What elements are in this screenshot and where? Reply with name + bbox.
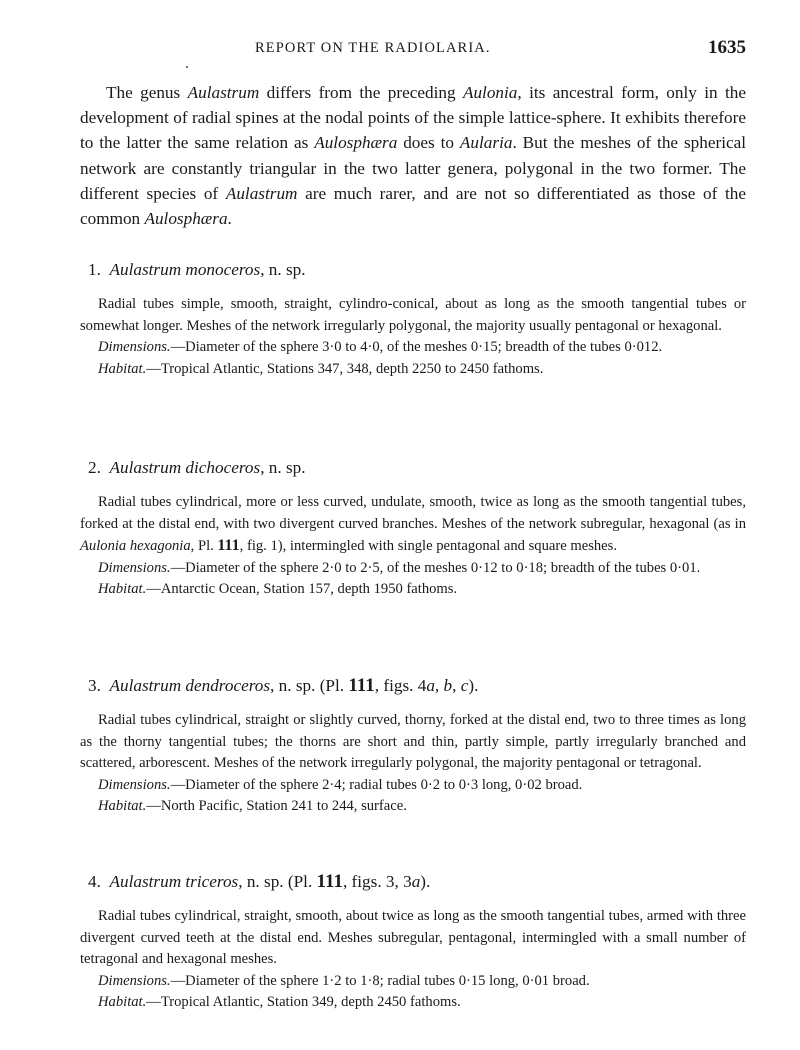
dimensions-label: Dimensions. [98, 776, 171, 793]
species-suffix: , n. sp. (Pl. [270, 676, 349, 695]
species-habitat [80, 992, 746, 1014]
dimensions-label: Dimensions. [98, 559, 171, 576]
figure-separator: , [434, 676, 444, 695]
species-entry-2 [80, 456, 746, 601]
species-description: Radial tubes cylindrical, straight, smooth, about twice as long as the smooth tangential tubes, armed with three divergent curved teeth at the distal end. Meshes subregular, pentagonal, intermingled with a small number of tetragonal and hexagonal meshes. [80, 908, 746, 968]
habitat-text: —Antarctic Ocean, Station 157, depth 1950 fathoms. [146, 581, 458, 598]
description-text-3: , fig. 1), intermingled with single pentagonal and square meshes. [239, 538, 617, 555]
plate-number: 111 [348, 675, 375, 696]
habitat-text: —Tropical Atlantic, Stations 347, 348, depth 2250 to 2450 fathoms. [146, 360, 544, 377]
genus-name: Aulonia [462, 83, 518, 102]
species-heading [80, 674, 746, 698]
intro-text-4: does to [397, 133, 460, 153]
genus-name: Aulastrum [187, 83, 260, 102]
figure-separator: , [452, 676, 461, 695]
habitat-text: —North Pacific, Station 241 to 244, surface. [146, 798, 407, 815]
genus-name: Aularia [459, 133, 513, 153]
habitat-label: Habitat. [98, 360, 147, 377]
figure-refs-end: ). [420, 872, 431, 891]
dimensions-label: Dimensions. [98, 339, 171, 356]
figure-refs-end: ). [468, 676, 479, 695]
figure-letter: c [460, 676, 469, 695]
species-description: Radial tubes cylindrical, straight or slightly curved, thorny, forked at the distal end, two to three times as long as the thorny tangential tubes; the thorns are short and thin, partly simple, partly irregularly branched and scattered, arborescent. Meshes of the network irregularly polygonal, the majority pentagonal or tetragonal. [80, 712, 746, 772]
species-name: Aulastrum dichoceros [109, 458, 261, 477]
figure-refs: , figs. 4 [374, 676, 427, 695]
habitat-label: Habitat. [98, 798, 147, 815]
figure-letter: a [426, 676, 435, 695]
species-habitat [80, 579, 746, 601]
plate-number: 111 [217, 537, 240, 555]
genus-name: Aulosphæra [314, 133, 398, 153]
intro-paragraph [80, 80, 746, 231]
species-suffix: , n. sp. [260, 458, 306, 477]
running-header [80, 38, 746, 60]
description-text-1: Radial tubes cylindrical, more or less curved, undulate, smooth, twice as long as the smooth tangential tubes, forked at the distal end, with two divergent curved branches. Meshes of the network subregular, hexagonal (as in [80, 494, 746, 532]
print-speck [186, 66, 188, 68]
description-text-2: , Pl. [190, 538, 218, 555]
intro-text-5: . But the meshes of the spherical network are constantly triangular in the two latter genera, polygonal in the two former. The different species of [80, 133, 747, 203]
species-entry-3 [80, 674, 746, 818]
species-dimensions [80, 775, 746, 797]
intro-text [80, 80, 746, 231]
page-number: 1635 [708, 37, 746, 58]
figure-letter: a [411, 872, 421, 891]
species-number: 2. [88, 458, 101, 477]
genus-name: Aulosphæra [144, 209, 228, 229]
species-dimensions [80, 971, 746, 993]
dimensions-text: —Diameter of the sphere 1·2 to 1·8; radial tubes 0·15 long, 0·01 broad. [170, 972, 590, 989]
intro-text-2: differs from the preceding [259, 83, 463, 102]
intro-text-3: , its ancestral form, only in the development of radial spines at the nodal points of the simple lattice-sphere. It exhibits therefore to the latter the same relation as [80, 83, 747, 153]
species-number: 3. [88, 676, 101, 695]
species-description [80, 492, 746, 558]
species-name: Aulastrum triceros [109, 872, 239, 891]
species-name: Aulastrum dendroceros [109, 676, 271, 695]
habitat-label: Habitat. [98, 994, 147, 1011]
intro-text-7: . [227, 209, 232, 229]
species-suffix: , n. sp. (Pl. [238, 872, 317, 891]
habitat-text: —Tropical Atlantic, Station 349, depth 2450 fathoms. [146, 994, 461, 1011]
species-number: 4. [88, 872, 101, 891]
species-suffix: , n. sp. [260, 260, 306, 279]
dimensions-label: Dimensions. [98, 972, 171, 989]
dimensions-text: —Diameter of the sphere 2·4; radial tubes 0·2 to 0·3 long, 0·02 broad. [170, 776, 583, 793]
species-heading [80, 456, 746, 480]
plate-number: 111 [316, 871, 343, 892]
intro-text-1: The genus [106, 83, 188, 102]
species-dimensions [80, 337, 746, 359]
species-heading [80, 870, 746, 894]
figure-letter: b [443, 676, 453, 695]
habitat-label: Habitat. [98, 581, 147, 598]
dimensions-text: —Diameter of the sphere 3·0 to 4·0, of the meshes 0·15; breadth of the tubes 0·012. [170, 339, 663, 356]
species-habitat [80, 796, 746, 818]
species-description: Radial tubes simple, smooth, straight, cylindro-conical, about as long as the smooth tangential tubes or somewhat longer. Meshes of the network irregularly polygonal, the majority usually pentagonal or hexagonal. [80, 296, 746, 334]
species-dimensions [80, 558, 746, 580]
species-name: Aulastrum monoceros [109, 260, 261, 279]
species-entry-4 [80, 870, 746, 1014]
running-title: REPORT ON THE RADIOLARIA. [255, 40, 491, 56]
species-number: 1. [88, 260, 101, 279]
species-reference: Aulonia hexagonia [80, 538, 191, 555]
figure-refs: , figs. 3, 3 [342, 872, 412, 891]
species-habitat [80, 359, 746, 381]
genus-name: Aulastrum [225, 183, 298, 203]
dimensions-text: —Diameter of the sphere 2·0 to 2·5, of the meshes 0·12 to 0·18; breadth of the tubes 0·01. [170, 559, 701, 576]
species-heading [80, 258, 746, 282]
species-entry-1 [80, 258, 746, 380]
intro-text-6: are much rarer, and are not so differentiated as those of the common [80, 183, 746, 229]
